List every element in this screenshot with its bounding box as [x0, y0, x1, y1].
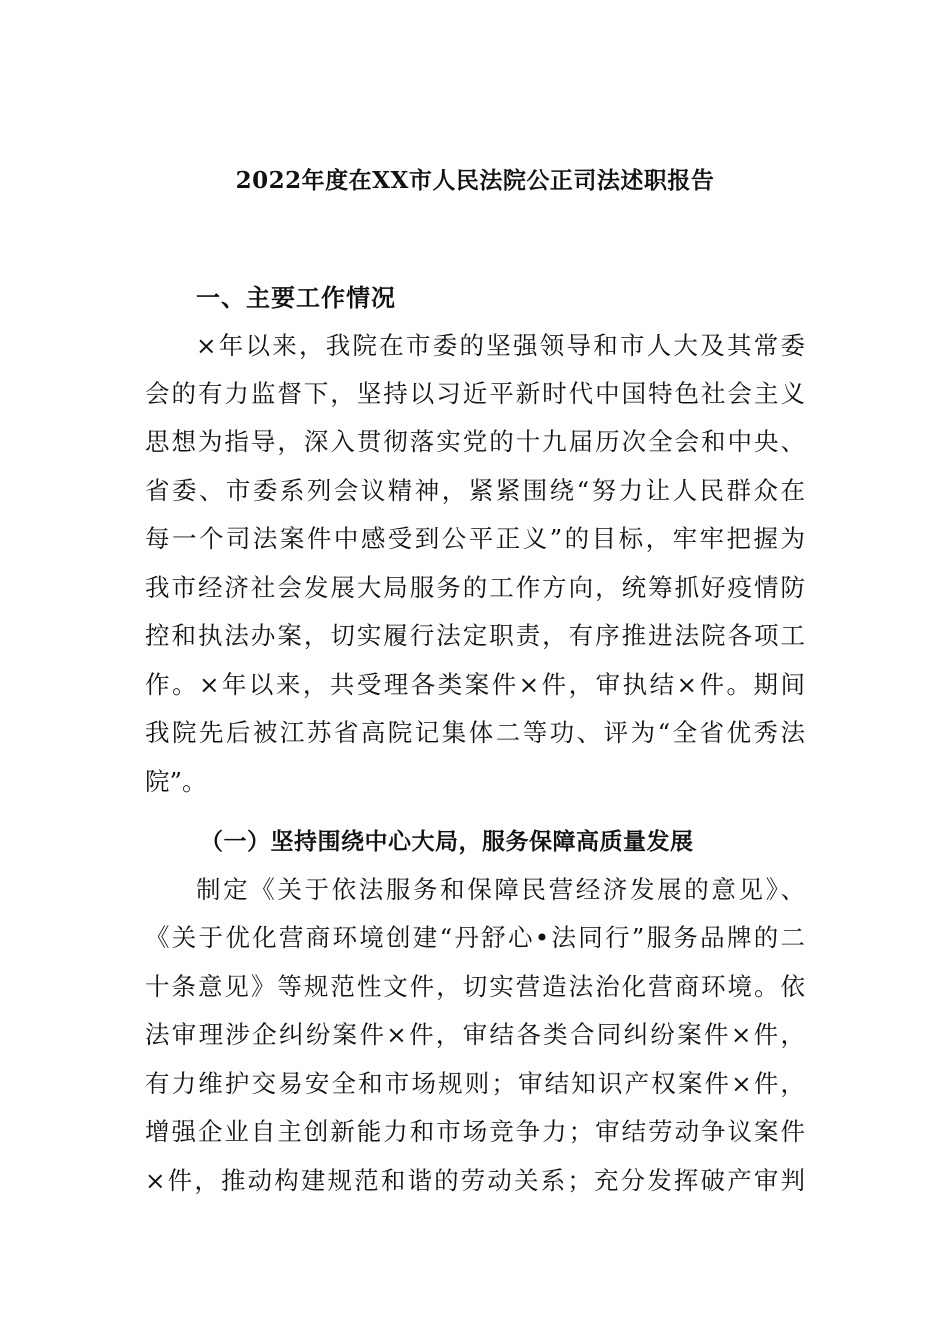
- paragraph-line: 院”。: [145, 767, 207, 796]
- document-title: 2022年度在XX市人民法院公正司法述职报告: [235, 167, 715, 194]
- paragraph-line: 思想为指导，深入贯彻落实党的十九届历次全会和中央、: [145, 427, 805, 456]
- paragraph-line: 有力维护交易安全和市场规则；审结知识产权案件×件，: [145, 1069, 805, 1098]
- paragraph-line: 我市经济社会发展大局服务的工作方向，统筹抓好疫情防: [145, 573, 805, 602]
- paragraph-line: 省委、市委系列会议精神，紧紧围绕“努力让人民群众在: [145, 476, 805, 505]
- paragraph-line: 作。×年以来，共受理各类案件×件，审执结×件。期间: [145, 670, 805, 699]
- paragraph-line: 制定《关于依法服务和保障民营经济发展的意见》、: [196, 875, 805, 904]
- paragraph-line: 我院先后被江苏省高院记集体二等功、评为“全省优秀法: [145, 718, 805, 747]
- paragraph-line: 控和执法办案，切实履行法定职责，有序推进法院各项工: [145, 621, 805, 650]
- paragraph-line: ×件，推动构建规范和谐的劳动关系；充分发挥破产审判: [145, 1166, 805, 1195]
- subsection-heading-serve-development: （一）坚持围绕中心大局，服务保障高质量发展: [200, 828, 694, 855]
- paragraph-line: 《关于优化营商环境创建“丹舒心•法同行”服务品牌的二: [145, 923, 805, 952]
- paragraph-line: 会的有力监督下，坚持以习近平新时代中国特色社会主义: [145, 379, 805, 408]
- paragraph-line: 法审理涉企纠纷案件×件，审结各类合同纠纷案件×件，: [145, 1020, 805, 1049]
- paragraph-line: ×年以来，我院在市委的坚强领导和市人大及其常委: [196, 331, 805, 360]
- paragraph-line: 十条意见》等规范性文件，切实营造法治化营商环境。依: [145, 972, 805, 1001]
- section-heading-main-work: 一、主要工作情况: [196, 283, 396, 312]
- paragraph-line: 增强企业自主创新能力和市场竞争力；审结劳动争议案件: [145, 1117, 805, 1146]
- paragraph-line: 每一个司法案件中感受到公平正义”的目标，牢牢把握为: [145, 524, 805, 553]
